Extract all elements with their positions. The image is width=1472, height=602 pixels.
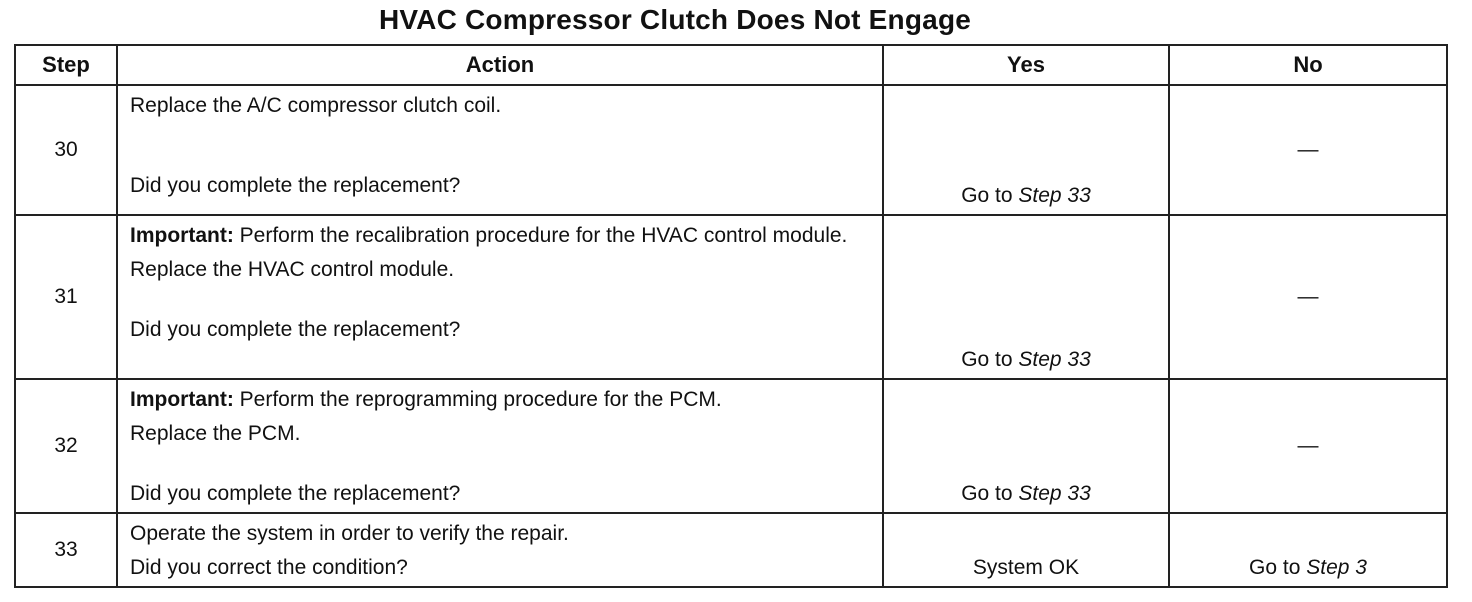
yes-result: System OK [972, 556, 1080, 579]
important-label: Important: [130, 388, 234, 411]
action-line: Replace the A/C compressor clutch coil. [130, 94, 502, 117]
no-dash: — [1297, 138, 1319, 161]
step-number: 30 [15, 85, 117, 215]
yes-prefix: Go to [961, 348, 1019, 371]
yes-cell [883, 215, 1169, 379]
header-yes: Yes [883, 45, 1169, 85]
yes-step-link: Step 33 [1018, 184, 1091, 207]
action-question: Did you complete the replacement? [130, 174, 461, 197]
action-cell [117, 379, 883, 513]
action-question: Did you complete the replacement? [130, 318, 461, 341]
table-row [15, 215, 1447, 379]
important-text: Perform the reprogramming procedure for the PCM. [233, 388, 722, 411]
table-row [15, 513, 1447, 587]
yes-cell [883, 513, 1169, 587]
yes-prefix: Go to [961, 184, 1019, 207]
action-line: Replace the HVAC control module. [130, 258, 455, 281]
table-row [15, 379, 1447, 513]
header-row [15, 45, 1447, 85]
no-step-link: Step 3 [1306, 556, 1367, 579]
action-cell [117, 85, 883, 215]
action-question: Did you complete the replacement? [130, 482, 461, 505]
header-no: No [1169, 45, 1447, 85]
no-cell [1169, 379, 1447, 513]
no-dash: — [1297, 285, 1319, 308]
table-row [15, 85, 1447, 215]
diagnostic-table [14, 44, 1448, 588]
no-prefix: Go to [1249, 556, 1307, 579]
action-line: Replace the PCM. [130, 422, 301, 445]
step-number: 33 [15, 513, 117, 587]
important-note [130, 388, 870, 412]
no-cell [1169, 85, 1447, 215]
yes-cell [883, 379, 1169, 513]
yes-cell [883, 85, 1169, 215]
no-dash: — [1297, 434, 1319, 457]
important-note [130, 224, 870, 248]
step-number: 32 [15, 379, 117, 513]
yes-step-link: Step 33 [1018, 482, 1091, 505]
important-label: Important: [130, 224, 234, 247]
action-cell [117, 215, 883, 379]
important-text: Perform the recalibration procedure for the HVAC control module. [233, 224, 848, 247]
yes-prefix: Go to [961, 482, 1019, 505]
no-cell [1169, 513, 1447, 587]
yes-step-link: Step 33 [1018, 348, 1091, 371]
action-cell [117, 513, 883, 587]
action-line: Operate the system in order to verify the repair. [130, 522, 569, 545]
step-number: 31 [15, 215, 117, 379]
header-step: Step [15, 45, 117, 85]
no-cell [1169, 215, 1447, 379]
action-question: Did you correct the condition? [130, 556, 408, 579]
page-title: HVAC Compressor Clutch Does Not Engage [378, 4, 972, 35]
header-action: Action [117, 45, 883, 85]
